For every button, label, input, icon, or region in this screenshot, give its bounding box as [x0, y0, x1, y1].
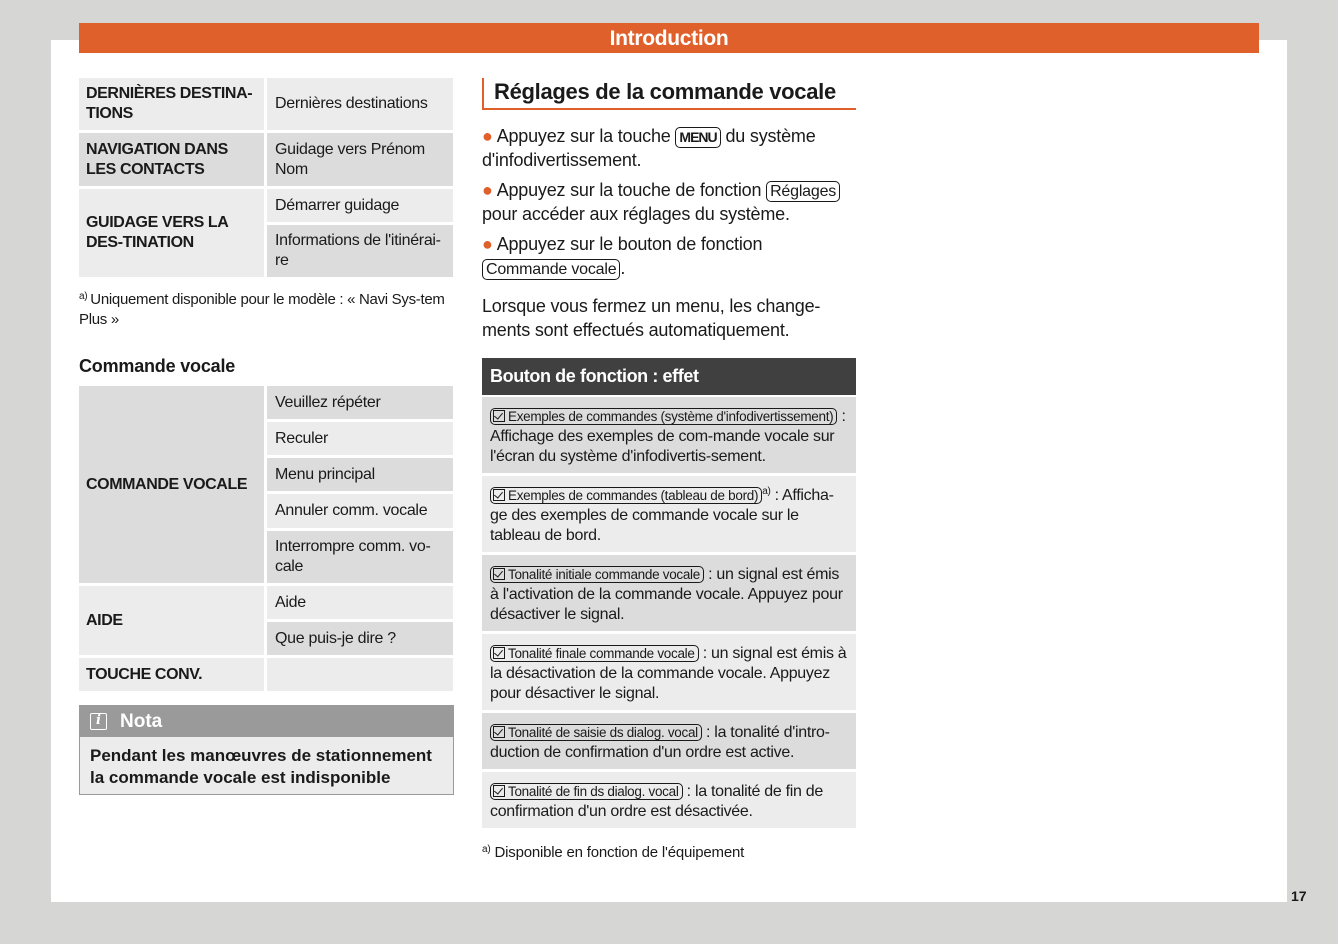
note-title: Nota	[120, 711, 163, 732]
command-key: NAVIGATION DANS LES CONTACTS	[79, 133, 264, 186]
footnote	[482, 840, 856, 863]
table-row	[79, 658, 453, 691]
checkbox-checked-icon	[493, 647, 505, 659]
command-key: GUIDAGE VERS LA DES-TINATION	[79, 189, 264, 277]
function-button: Tonalité de saisie ds dialog. vocal	[490, 724, 702, 741]
checkbox-checked-icon	[493, 726, 505, 738]
page-number: 17	[1291, 888, 1307, 904]
footnote	[79, 287, 453, 330]
table-row: Exemples de commandes (tableau de bord) $^{a)}$ : Afficha-ge des exemples de commande vocale sur le tableau de bord.	[482, 476, 856, 552]
paragraph: Lorsque vous fermez un menu, les change-ments sont effectués automatiquement.	[482, 296, 821, 340]
note-header	[80, 706, 453, 737]
command-value	[267, 658, 453, 691]
instruction-step: ● Appuyez sur la touche de fonction Réglages pour accéder aux réglages du système.	[482, 178, 856, 226]
left-column	[79, 78, 453, 795]
voice-commands-table	[79, 386, 453, 691]
table-row: Tonalité initiale commande vocale : un signal est émis à l'activation de la commande vocale. Appuyez pour désactiver le signal.	[482, 555, 856, 631]
command-value: Reculer	[267, 422, 453, 455]
command-value: Démarrer guidage	[267, 189, 453, 222]
command-key: AIDE	[79, 586, 264, 655]
instruction-steps	[482, 124, 856, 280]
footnote-text: Uniquement disponible pour le modèle : « Navi Sys-tem Plus »	[79, 291, 445, 328]
command-value: Menu principal	[267, 458, 453, 491]
right-column	[482, 78, 856, 863]
checkbox-checked-icon	[493, 785, 505, 797]
settings-function-key: Réglages	[766, 181, 840, 202]
menu-key: MENU	[675, 127, 720, 148]
table-row: Tonalité finale commande vocale : un signal est émis à la désactivation de la commande vocale. Appuyez pour désactiver le signal.	[482, 634, 856, 710]
table-row	[79, 386, 453, 583]
command-value: Dernières destinations	[267, 78, 453, 130]
bullet-icon: ●	[482, 180, 493, 200]
command-value: Veuillez répéter	[267, 386, 453, 419]
section-subtitle: Commande vocale	[79, 356, 236, 376]
function-effect-table	[482, 358, 856, 828]
table-row	[79, 586, 453, 655]
note-body: Pendant les manœuvres de stationnement la commande vocale est indisponible	[80, 737, 453, 794]
function-button: Tonalité de fin ds dialog. vocal	[490, 783, 683, 800]
checkbox-checked-icon	[493, 489, 505, 501]
function-button: Exemples de commandes (tableau de bord)	[490, 487, 762, 504]
footnote-text: Disponible en fonction de l'équipement	[494, 844, 745, 861]
command-value: Interrompre comm. vo-cale	[267, 531, 453, 583]
command-key: TOUCHE CONV.	[79, 658, 264, 691]
table-header: Bouton de fonction : effet	[482, 358, 856, 395]
command-value: Que puis-je dire ?	[267, 622, 453, 655]
bullet-icon: ●	[482, 234, 493, 254]
command-key: COMMANDE VOCALE	[79, 386, 264, 583]
table-row	[79, 133, 453, 186]
command-key: DERNIÈRES DESTINA-TIONS	[79, 78, 264, 130]
function-button: Tonalité initiale commande vocale	[490, 566, 704, 583]
footnote-marker: a)	[482, 844, 491, 855]
chapter-header: Introduction	[79, 23, 1259, 53]
instruction-step: ● Appuyez sur le bouton de fonction Commande vocale .	[482, 234, 763, 278]
bullet-icon: ●	[482, 126, 493, 146]
table-row: Tonalité de saisie ds dialog. vocal : la tonalité d'intro-duction de confirmation d'un ordre est active.	[482, 713, 856, 769]
function-button: Tonalité finale commande vocale	[490, 645, 699, 662]
table-row	[79, 78, 453, 130]
command-value: Annuler comm. vocale	[267, 494, 453, 528]
instruction-step: ● Appuyez sur la touche MENU du système d'infodivertissement.	[482, 126, 816, 170]
section-title: Réglages de la commande vocale	[482, 78, 856, 110]
table-row: Exemples de commandes (système d'infodivertissement) : Affichage des exemples de com-mande vocale sur l'écran du système d'infodivertis-sement.	[482, 397, 856, 473]
checkbox-checked-icon	[493, 410, 505, 422]
footnote-marker: a)	[79, 291, 88, 302]
command-value: Informations de l'itinérai-re	[267, 225, 453, 277]
table-row: Tonalité de fin ds dialog. vocal : la tonalité de fin de confirmation d'un ordre est désactivée.	[482, 772, 856, 828]
note-box	[79, 705, 454, 795]
voice-command-function-key: Commande vocale	[482, 259, 620, 280]
function-button: Exemples de commandes (système d'infodivertissement)	[490, 408, 837, 425]
checkbox-checked-icon	[493, 568, 505, 580]
command-value: Guidage vers Prénom Nom	[267, 133, 453, 186]
table-row	[79, 189, 453, 277]
navigation-commands-table	[79, 78, 453, 277]
command-value: Aide	[267, 586, 453, 619]
info-icon: i	[90, 713, 107, 730]
